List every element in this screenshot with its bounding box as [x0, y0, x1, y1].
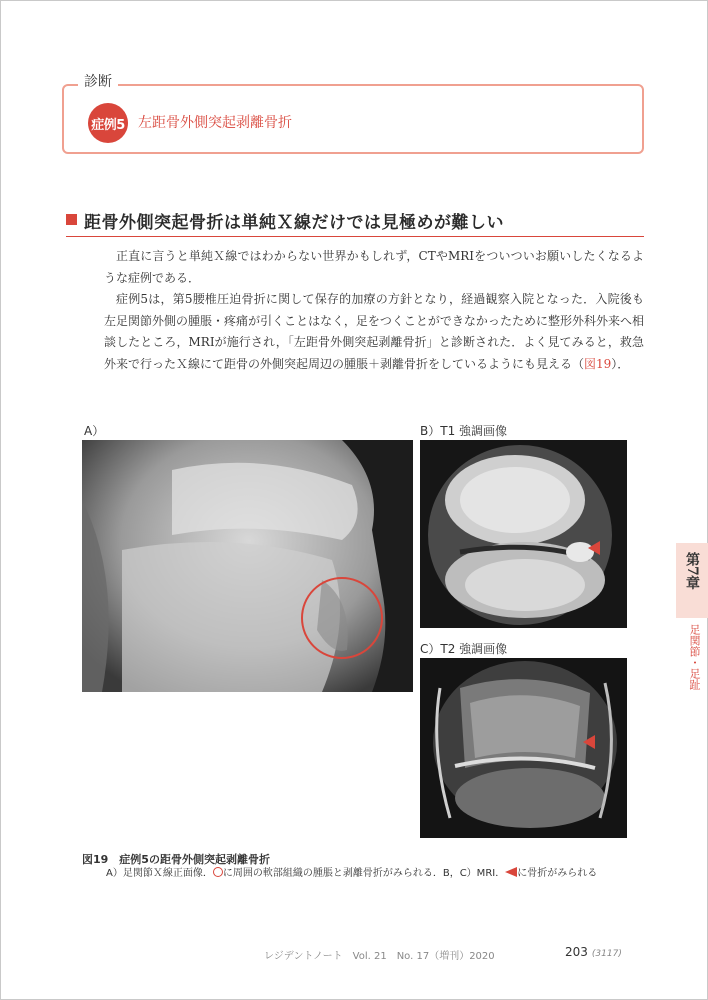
mri-t2-image [420, 658, 627, 838]
panel-b-label: B）T1 強調画像 [420, 424, 508, 438]
case-badge: 症例5 [88, 103, 128, 143]
paragraph-2: 症例5は，第5腰椎圧迫骨折に関して保存的加療の方針となり，経過観察入院となった．入院後も左足関節外側の腫脹・疼痛が引くことはなく，足をつくことができなかったために整形外科外来へ相談したところ，MRIが施行され，「左距骨外側突起剥離骨折」と診断された．よく見てみると，救急外来で行ったＸ線にて距骨の外側突起周辺の腫脹＋剥離骨折をしているようにも見える（図19）． [104, 292, 644, 371]
caption-title: 図19 症例5の距骨外側突起剥離骨折 [82, 853, 270, 866]
xray-image [82, 440, 413, 692]
circle-marker-icon [213, 867, 223, 877]
arrow-marker-icon [505, 867, 517, 877]
page-number: 203 (3117) [565, 945, 622, 959]
case-title: 左距骨外側突起剥離骨折 [138, 115, 292, 131]
chapter-tab-label: 第7章 [684, 552, 700, 590]
caption-text: A）足関節Ｘ線正面像． に周囲の軟部組織の腫脹と剥離骨折がみられる．B，C）MRI． に骨折がみられる [106, 868, 598, 879]
panel-c-label: C）T2 強調画像 [420, 642, 508, 656]
mri-t1-image [420, 440, 627, 628]
paragraph-1: 正直に言うと単純Ｘ線ではわからない世界かもしれず，CTやMRIをついついお願いしたくなるような症例である． [104, 249, 644, 285]
chapter-subject: 足関節・足趾 [688, 624, 701, 690]
section-square-icon [66, 214, 77, 225]
footer-journal: レジデントノート Vol. 21 No. 17（増刊）2020 [264, 951, 495, 962]
section-rule [66, 236, 644, 237]
figure-reference-link[interactable]: 図19 [584, 356, 612, 371]
section-title: 距骨外側突起骨折は単純Ｘ線だけでは見極めが難しい [84, 213, 504, 233]
diagnosis-label: 診断 [78, 71, 118, 91]
panel-a-label: A） [84, 424, 105, 438]
body-text [104, 246, 644, 375]
